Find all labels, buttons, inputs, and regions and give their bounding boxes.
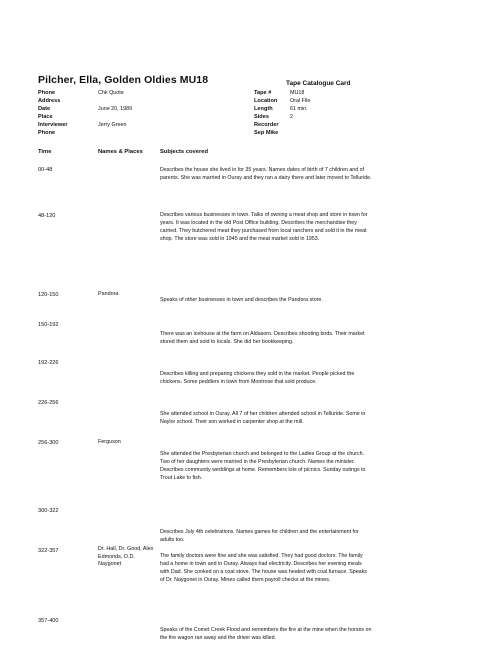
- field-label-address: Address: [38, 98, 61, 105]
- column-header-names: Names & Places: [98, 149, 143, 155]
- entry-text: Describes the house she lived in for 35 years. Names dates of birth of 7 children and of parents. She was married in Ouray and they ran a dairy there and later moved to Telluride.: [160, 167, 372, 182]
- entry-time: 226-256: [38, 400, 59, 406]
- entry-time: 300-322: [38, 508, 59, 514]
- field-value-address: [98, 97, 132, 105]
- field-value-location: Oral File: [290, 98, 311, 105]
- entry-time: 150-192: [38, 322, 59, 328]
- field-value-tape: MU18: [290, 90, 305, 96]
- field-label-sides: Sides: [254, 114, 269, 121]
- entry-time: 256-300: [38, 440, 59, 446]
- field-label-interviewer: Interviewer: [38, 122, 68, 129]
- fields-right-values: [290, 89, 310, 138]
- entry-text: There was an icehouse at the farm on Aldasoro. Describes shooting birds. Their market stored them and sold to locals. She did her bookkeeping.: [160, 331, 365, 346]
- entry-time: 322-357: [38, 548, 59, 554]
- field-label-sep-mike: Sep Mike: [254, 130, 279, 137]
- entry-time: 120-150: [38, 292, 59, 298]
- field-value-date: June 20, 1989: [98, 106, 133, 113]
- entry-names: Dr. Hall, Dr. Good, Alex Edmonds, O.D. Naygonet: [98, 546, 154, 568]
- field-label-place: Place: [38, 114, 53, 121]
- entry-time: 357-400: [38, 618, 59, 624]
- field-value-sides: 2: [290, 114, 293, 121]
- field-value-recorder: [290, 121, 310, 129]
- field-label-date: Date: [38, 106, 51, 113]
- entry-text: Describes various businesses in town. Talks of owning a meat shop and store in town for years. It was located in the old Post Office building. Describes the merchandise they carried. They butchered meat they purchased from local ranchers and sold it in the meat shop. The store was sold in 1945 and the meat market sold in 1953.: [160, 212, 368, 243]
- entry-text: Describes July 4th celebrations. Names games for children and the entertainment for adults too.: [160, 529, 359, 544]
- field-value-sep-mike: [290, 129, 310, 137]
- column-header-subjects: Subjects covered: [160, 149, 209, 155]
- column-header-time: Time: [38, 149, 52, 155]
- field-value-place: [98, 113, 132, 121]
- field-value-interviewer: Jerry Green: [98, 122, 127, 129]
- fields-left-labels: [38, 89, 68, 138]
- entry-text: She attended the Presbyterian church and belonged to the Ladies Group at the church. Two of her daughters were married in the Presbyterian church. Names the minister. Describes community weddings at home. Remembers lots of picnics. Sunday outings to Trout Lake to fish.: [160, 451, 366, 482]
- entry-names: Ferguson: [98, 439, 121, 445]
- entry-text: Describes killing and preparing chickens they sold in the market. People picked the chickens. Some peddlers in town from Montrose that sold produce.: [160, 371, 355, 386]
- field-label-length: Length: [254, 106, 273, 113]
- entry-text: Speaks of the Comet Creek Flood and remembers the fire at the mine when the horses on the fire wagon ran away and the driver was killed.: [160, 627, 372, 642]
- entry-time: 48-120: [38, 213, 56, 219]
- field-value-phone-2: [98, 129, 132, 137]
- entry-time: 192-226: [38, 360, 59, 366]
- entry-text: She attended school in Ouray. All 7 of her children attended school in Telluride. Some in Naylor school. Their son worked in carpenter shop at the mill.: [160, 411, 366, 426]
- fields-left-values: [98, 89, 132, 138]
- field-label-recorder: Recorder: [254, 122, 279, 129]
- fields-right-labels: [254, 89, 279, 138]
- card-title: Tape Catalogue Card: [286, 80, 351, 87]
- field-label-location: Location: [254, 98, 278, 105]
- field-value-phone: Chk Quote: [98, 90, 124, 96]
- entry-text: Speaks of other businesses in town and describes the Pandora store.: [160, 297, 323, 303]
- entry-time: 00-48: [38, 167, 53, 173]
- page-title: Pilcher, Ella, Golden Oldies MU18: [38, 74, 209, 86]
- field-label-phone: Phone: [38, 90, 56, 96]
- entry-names: Pandora: [98, 291, 119, 297]
- field-label-tape: Tape #: [254, 90, 272, 96]
- field-label-phone-2: Phone: [38, 130, 56, 137]
- field-value-length: 61 min.: [290, 106, 308, 113]
- entry-text: The family doctors were fine and she was satisfied. They had good doctors. The family had a home in town and in Ouray. Always had electricity. Describes her evening meals with Dad. She cooked on a coal stove. The house was heated with coal furnace. Speaks of Dr. Naygonet in Ouray. Mines called them payroll checks at the mines.: [160, 553, 367, 584]
